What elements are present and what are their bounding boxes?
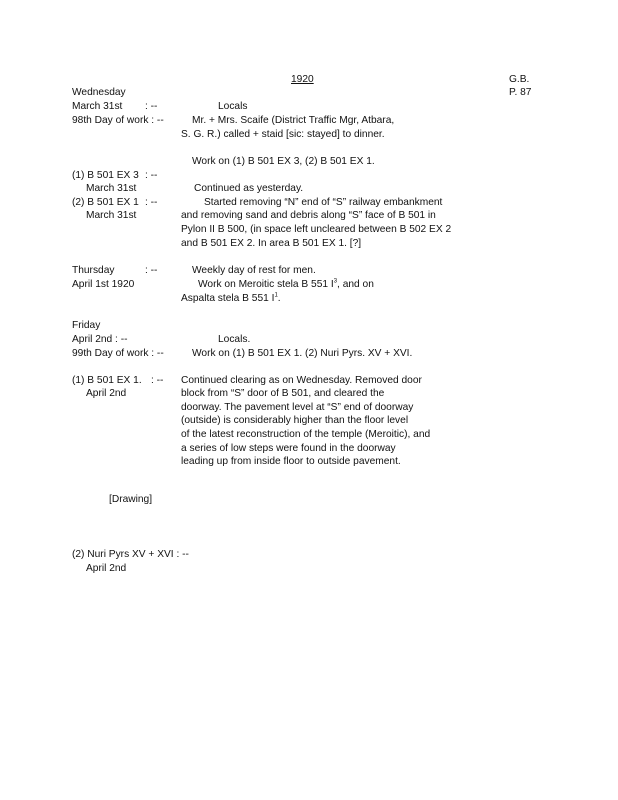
wednesday-item2-date: March 31st xyxy=(86,210,137,221)
wednesday-item2-text-1: Started removing “N” end of “S” railway embankment xyxy=(204,197,443,208)
friday-item1-text-6: a series of low steps were found in the doorway xyxy=(181,443,396,454)
friday-item1-text-2: block from “S” door of B 501, and cleared the xyxy=(181,388,385,399)
wednesday-work-on: Work on (1) B 501 EX 3, (2) B 501 EX 1. xyxy=(192,156,375,167)
wednesday-locals: Locals xyxy=(218,101,248,112)
thursday-work-2-end: . xyxy=(277,293,281,304)
thursday-sep: : -- xyxy=(145,265,158,276)
friday-item1-text-1: Continued clearing as on Wednesday. Removed door xyxy=(181,375,422,386)
wednesday-date: March 31st xyxy=(72,101,123,112)
thursday-day: Thursday xyxy=(72,265,115,276)
friday-item1-text-3: doorway. The pavement level at “S” end of doorway xyxy=(181,402,414,413)
thursday-work-1-end: , and on xyxy=(337,279,374,290)
wednesday-item2-ref: (2) B 501 EX 1 xyxy=(72,197,139,208)
wednesday-item1-text: Continued as yesterday. xyxy=(194,183,304,194)
wednesday-date-sep: : -- xyxy=(145,101,158,112)
thursday-work-2-text: Aspalta stela B 551 I xyxy=(181,293,275,304)
friday-locals: Locals. xyxy=(218,334,251,345)
friday-item2-ref: (2) Nuri Pyrs XV + XVI : -- xyxy=(72,549,189,560)
thursday-work-line1 xyxy=(198,278,374,291)
thursday-work-1-sup: 3 xyxy=(333,278,338,285)
wednesday-visitors-line2: S. G. R.) called + staid [sic: stayed] to dinner. xyxy=(181,129,385,140)
friday-item1-date: April 2nd xyxy=(86,388,127,399)
thursday-work-2-sup: 1 xyxy=(274,292,278,299)
wednesday-item1-ref: (1) B 501 EX 3 xyxy=(72,170,139,181)
friday-item1-sep: : -- xyxy=(151,375,164,386)
author-initials: G.B. xyxy=(509,74,530,85)
thursday-work-line2 xyxy=(181,292,281,305)
drawing-placeholder: [Drawing] xyxy=(109,494,153,505)
wednesday-workday: 98th Day of work : -- xyxy=(72,115,164,126)
wednesday-item2-sep: : -- xyxy=(145,197,158,208)
thursday-work-1-text: Work on Meroitic stela B 551 I xyxy=(198,279,334,290)
page-number: P. 87 xyxy=(509,87,532,98)
wednesday-visitors-line1: Mr. + Mrs. Scaife (District Traffic Mgr, Atbara, xyxy=(192,115,395,126)
thursday-date: April 1st 1920 xyxy=(72,279,135,290)
wednesday-item1-sep: : -- xyxy=(145,170,158,181)
friday-item1-ref: (1) B 501 EX 1. xyxy=(72,375,142,386)
wednesday-item1-date: March 31st xyxy=(86,183,137,194)
friday-day: Friday xyxy=(72,320,101,331)
friday-item1-text-4: (outside) is considerably higher than the floor level xyxy=(181,415,409,426)
friday-item1-text-7: leading up from inside floor to outside pavement. xyxy=(181,456,401,467)
wednesday-item2-text-2: and removing sand and debris along “S” face of B 501 in xyxy=(181,210,436,221)
friday-item2-date: April 2nd xyxy=(86,563,127,574)
wednesday-item2-text-3: Pylon II B 500, (in space left uncleared between B 502 EX 2 xyxy=(181,224,452,235)
friday-date: April 2nd : -- xyxy=(72,334,128,345)
friday-item1-text-5: of the latest reconstruction of the temple (Meroitic), and xyxy=(181,429,431,440)
thursday-rest: Weekly day of rest for men. xyxy=(192,265,316,276)
year-heading: 1920 xyxy=(291,74,314,85)
friday-workday: 99th Day of work : -- xyxy=(72,348,164,359)
friday-work-on: Work on (1) B 501 EX 1. (2) Nuri Pyrs. XV + XVI. xyxy=(192,348,413,359)
wednesday-item2-text-4: and B 501 EX 2. In area B 501 EX 1. [?] xyxy=(181,238,362,249)
wednesday-day: Wednesday xyxy=(72,87,126,98)
